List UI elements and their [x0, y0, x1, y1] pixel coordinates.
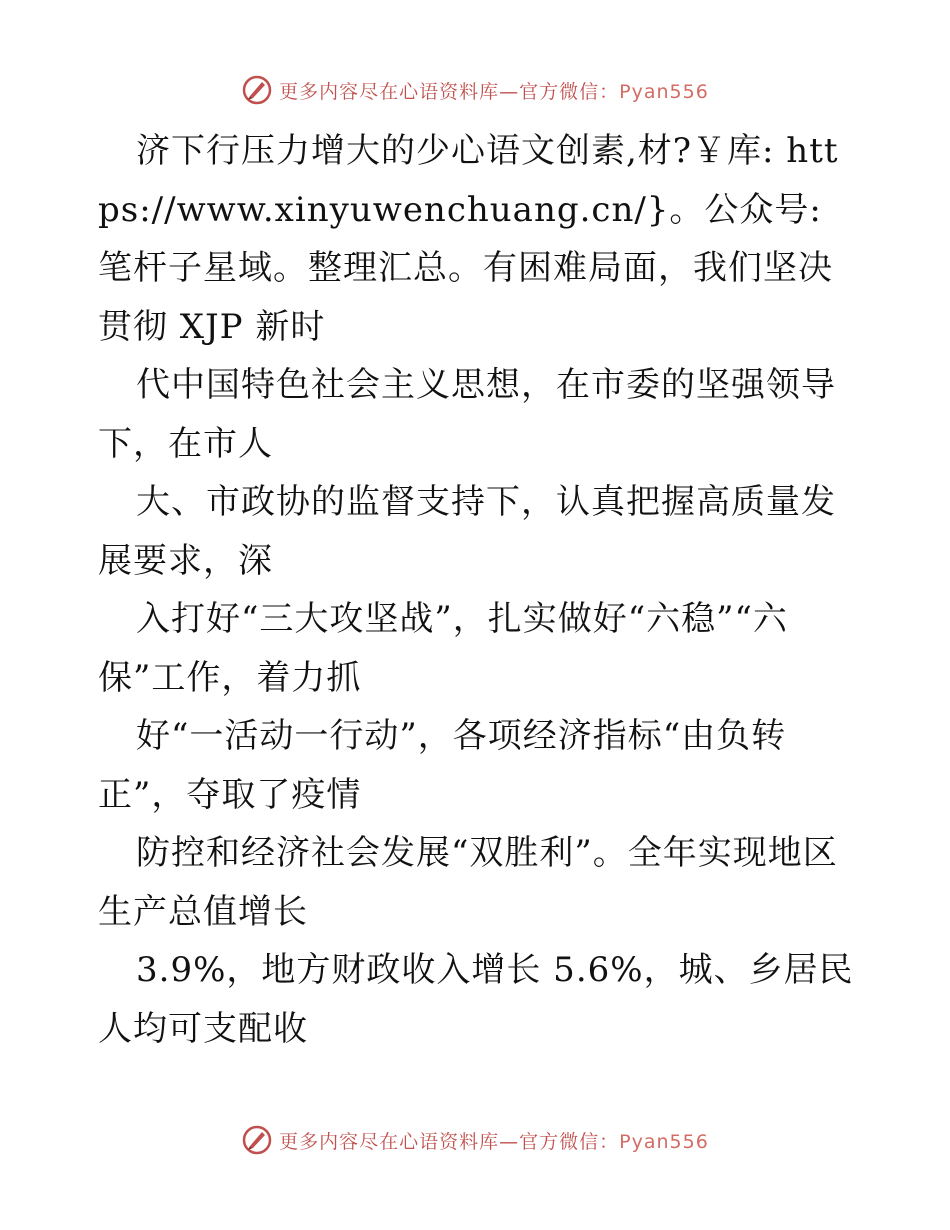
- paragraph-1: 济下行压力增大的少心语文创素,材?￥库: https://www.xinyuwenchuang.cn/}。公众号: 笔杆子星域。整理汇总。有困难局面，我们坚决贯彻 XJP 新时: [98, 131, 839, 347]
- footer-watermark-banner: [0, 1120, 950, 1160]
- footer-watermark-text: 更多内容尽在心语资料库—官方微信：Pyan556: [279, 1130, 709, 1153]
- header-watermark-id: Pyan556: [619, 80, 709, 103]
- header-watermark-banner: [0, 70, 950, 110]
- footer-watermark-id: Pyan556: [619, 1130, 709, 1153]
- paragraph-7: 3.9%，地方财政收入增长 5.6%，城、乡居民人均可支配收: [98, 950, 854, 1049]
- paragraph-4: 入打好“三大攻坚战”，扎实做好“六稳”“六保”工作，着力抓: [98, 599, 788, 698]
- paragraph-2: 代中国特色社会主义思想，在市委的坚强领导下，在市人: [98, 365, 836, 464]
- paragraph-5: 好“一活动一行动”，各项经济指标“由负转正”，夺取了疫情: [98, 716, 787, 815]
- document-body: [98, 122, 858, 1058]
- paragraph-6: 防控和经济社会发展“双胜利”。全年实现地区生产总值增长: [98, 833, 838, 932]
- pen-logo-icon: [241, 74, 273, 106]
- paragraph-3: 大、市政协的监督支持下，认真把握高质量发展要求，深: [98, 482, 836, 581]
- pen-logo-icon: [241, 1124, 273, 1156]
- header-watermark-text: 更多内容尽在心语资料库—官方微信：Pyan556: [279, 80, 709, 103]
